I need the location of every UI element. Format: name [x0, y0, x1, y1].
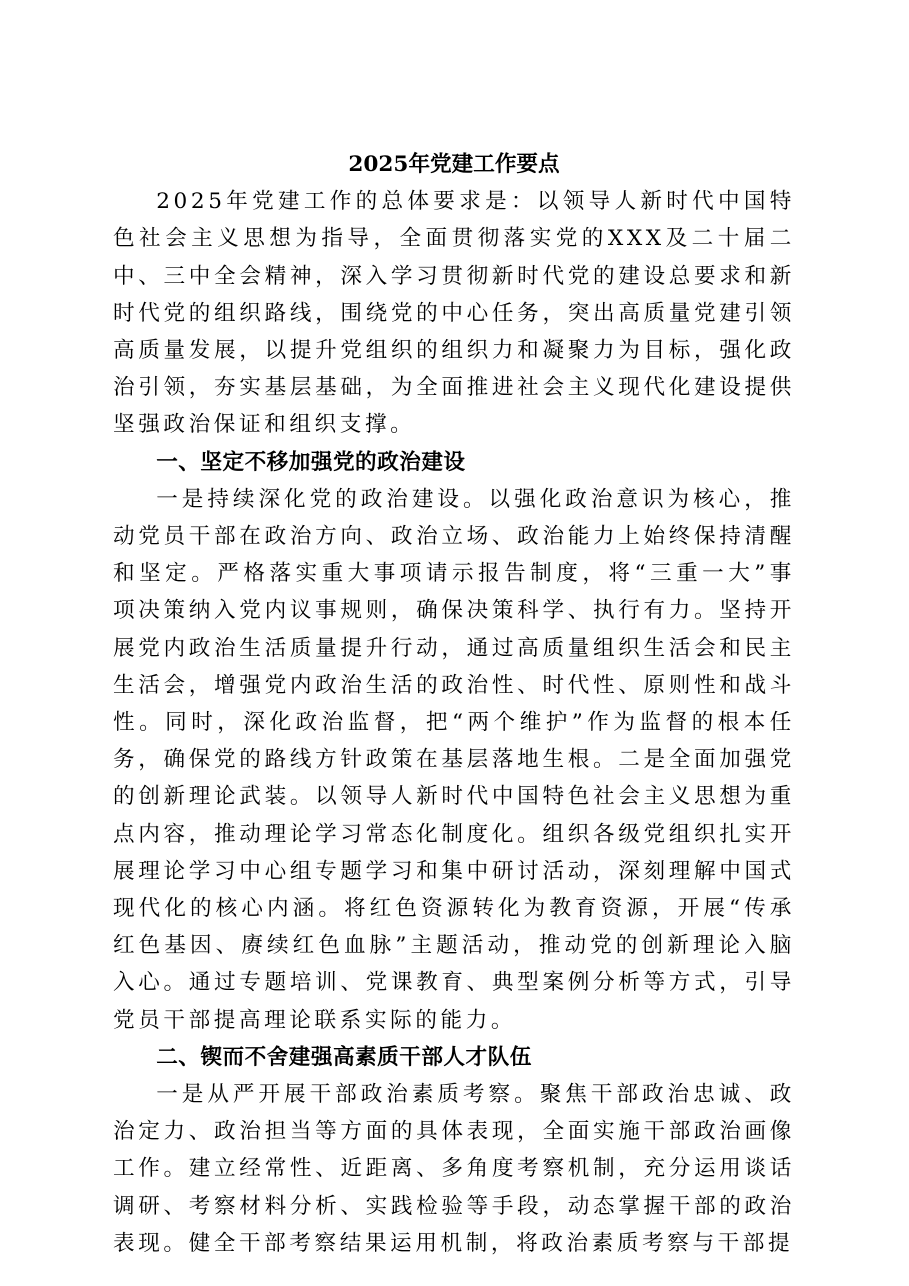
document-body — [113, 146, 795, 1262]
section-heading-1: 一、坚定不移加强党的政治建设 — [156, 449, 466, 475]
document-title: 2025年党建工作要点 — [348, 152, 560, 177]
section-body-2: 一是从严开展干部政治素质考察。聚焦干部政治忠诚、政治定力、政治担当等方面的具体表现，全面实施干部政治画像工作。建立经常性、近距离、多角度考察机制，充分运用谈话调研、考察材料分析、实践检验等手段，动态掌握干部的政治表现。健全干部考察结果运用机制，将政治素质考察与干部提 — [113, 1082, 795, 1256]
section-heading-2: 二、锲而不舍建强高素质干部人才队伍 — [156, 1044, 532, 1070]
section-body-1: 一是持续深化党的政治建设。以强化政治意识为核心，推动党员干部在政治方向、政治立场、政治能力上始终保持清醒和坚定。严格落实重大事项请示报告制度，将“三重一大”事项决策纳入党内议事规则，确保决策科学、执行有力。坚持开展党内政治生活质量提升行动，通过高质量组织生活会和民主生活会，增强党内政治生活的政治性、时代性、原则性和战斗性。同时，深化政治监督，把“两个维护”作为监督的根本任务，确保党的路线方针政策在基层落地生根。二是全面加强党的创新理论武装。以领导人新时代中国特色社会主义思想为重点内容，推动理论学习常态化制度化。组织各级党组织扎实开展理论学习中心组专题学习和集中研讨活动，深刻理解中国式现代化的核心内涵。将红色资源转化为教育资源，开展“传承红色基因、赓续红色血脉”主题活动，推动党的创新理论入脑入心。通过专题培训、党课教育、典型案例分析等方式，引导党员干部提高理论联系实际的能力。 — [113, 486, 795, 1033]
intro-paragraph: 2025年党建工作的总体要求是：以领导人新时代中国特色社会主义思想为指导，全面贯彻落实党的XXX及二十届二中、三中全会精神，深入学习贯彻新时代党的建设总要求和新时代党的组织路线，围绕党的中心任务，突出高质量党建引领高质量发展，以提升党组织的组织力和凝聚力为目标，强化政治引领，夯实基层基础，为全面推进社会主义现代化建设提供坚强政治保证和组织支撑。 — [113, 189, 795, 438]
